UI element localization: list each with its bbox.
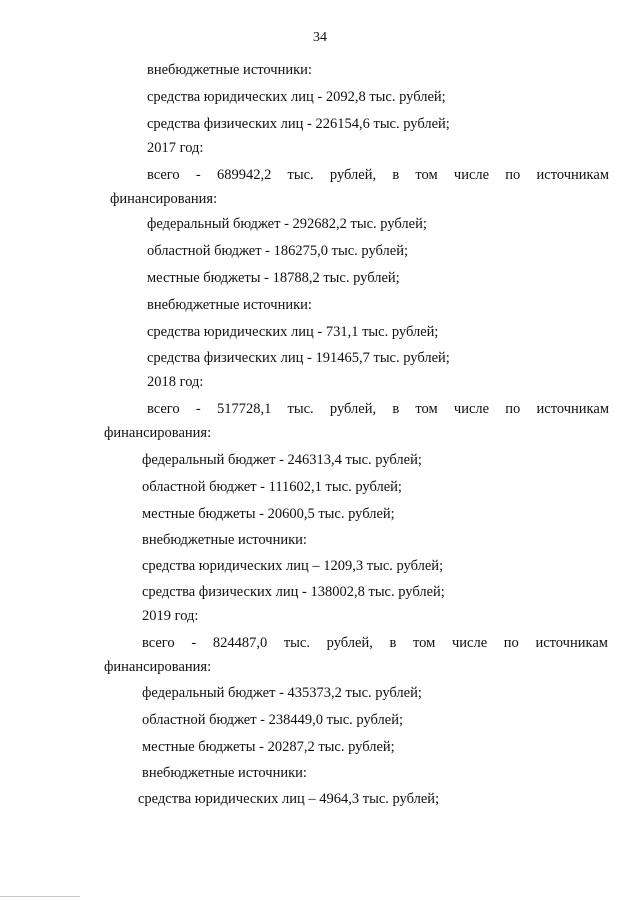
federal-budget-line: федеральный бюджет - 246313,4 тыс. рублей; [142, 452, 422, 468]
page-number: 34 [313, 30, 327, 45]
extrabudget-heading: внебюджетные источники: [142, 765, 307, 781]
word: всего [147, 401, 180, 417]
extrabudget-heading: внебюджетные источники: [147, 62, 312, 78]
legal-entities-line: средства юридических лиц – 4964,3 тыс. рублей; [138, 791, 440, 807]
legal-entities-line: средства юридических лиц - 2092,8 тыс. рублей; [147, 89, 446, 105]
word: том [415, 167, 438, 183]
extrabudget-heading: внебюджетные источники: [147, 297, 312, 313]
word: тыс. [287, 167, 314, 183]
word: источникам [535, 635, 608, 651]
financing-continuation: финансирования: [104, 659, 212, 675]
legal-entities-line: средства юридических лиц - 731,1 тыс. рублей; [147, 324, 439, 340]
regional-budget-line: областной бюджет - 111602,1 тыс. рублей; [142, 479, 402, 495]
word: по [505, 401, 521, 417]
word: том [415, 401, 438, 417]
word: числе [453, 167, 490, 183]
word: источникам [536, 401, 609, 417]
word: числе [453, 401, 490, 417]
word: тыс. [287, 401, 314, 417]
individuals-line: средства физических лиц - 226154,6 тыс. рублей; [147, 116, 450, 132]
year-2019-total-line [142, 634, 608, 652]
year-2017-total-line [147, 166, 609, 184]
word: рублей, [329, 401, 377, 417]
legal-entities-line: средства юридических лиц – 1209,3 тыс. рублей; [142, 558, 444, 574]
extrabudget-heading: внебюджетные источники: [142, 532, 307, 548]
year-2017-heading: 2017 год: [147, 140, 204, 156]
local-budgets-line: местные бюджеты - 20287,2 тыс. рублей; [142, 739, 395, 755]
financing-continuation: финансирования: [104, 425, 212, 441]
year-2018-total-line [147, 400, 609, 418]
individuals-line: средства физических лиц - 138002,8 тыс. рублей; [142, 584, 445, 600]
word: числе [451, 635, 488, 651]
word: в [392, 167, 400, 183]
word: по [505, 167, 521, 183]
word: тыс. [283, 635, 310, 651]
word: всего [147, 167, 180, 183]
word: 824487,0 [212, 635, 268, 651]
word: 517728,1 [216, 401, 272, 417]
word: по [503, 635, 519, 651]
word: в [392, 401, 400, 417]
word: - [195, 401, 201, 417]
word: - [191, 635, 197, 651]
local-budgets-line: местные бюджеты - 18788,2 тыс. рублей; [147, 270, 400, 286]
scan-edge-line [0, 896, 80, 897]
year-2019-heading: 2019 год: [142, 608, 199, 624]
word: в [389, 635, 397, 651]
financing-continuation: финансирования: [110, 191, 218, 207]
federal-budget-line: федеральный бюджет - 435373,2 тыс. рублей; [142, 685, 422, 701]
local-budgets-line: местные бюджеты - 20600,5 тыс. рублей; [142, 506, 395, 522]
word: источникам [536, 167, 609, 183]
regional-budget-line: областной бюджет - 238449,0 тыс. рублей; [142, 712, 403, 728]
regional-budget-line: областной бюджет - 186275,0 тыс. рублей; [147, 243, 408, 259]
word: рублей, [329, 167, 377, 183]
individuals-line: средства физических лиц - 191465,7 тыс. рублей; [147, 350, 450, 366]
word: всего [142, 635, 175, 651]
federal-budget-line: федеральный бюджет - 292682,2 тыс. рублей; [147, 216, 427, 232]
word: рублей, [326, 635, 373, 651]
word: - [195, 167, 201, 183]
word: том [413, 635, 436, 651]
word: 689942,2 [216, 167, 272, 183]
year-2018-heading: 2018 год: [147, 374, 204, 390]
